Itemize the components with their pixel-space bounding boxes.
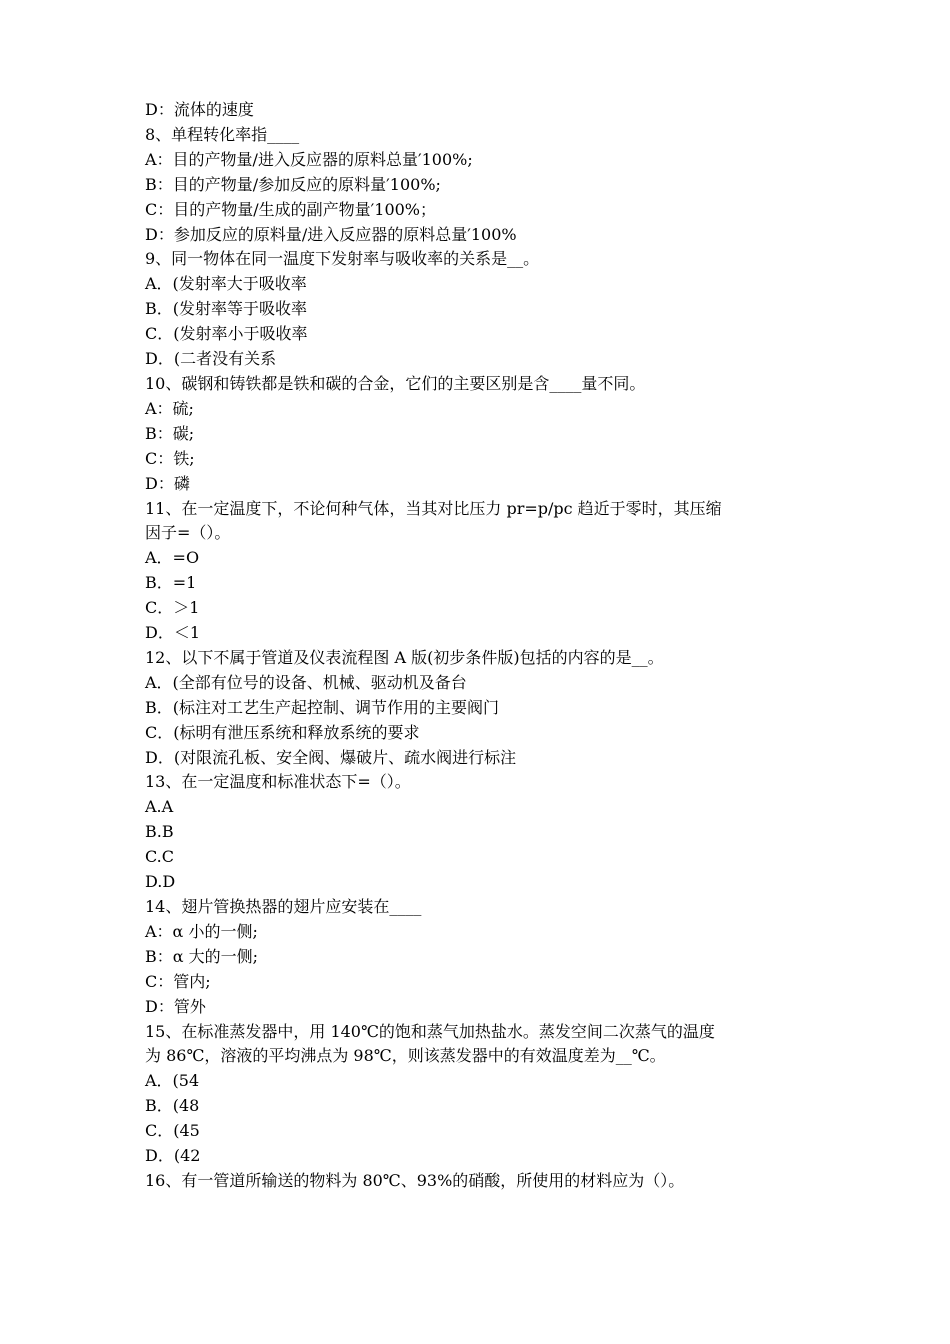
text-line: C：目的产物量/生成的副产物量′100%；: [145, 199, 437, 219]
text-line: A：目的产物量/进入反应器的原料总量′100%;: [145, 149, 473, 169]
text-line: B：α 大的一侧;: [145, 946, 259, 966]
text-line: B：碳;: [145, 423, 195, 443]
question-line: 16、有一管道所输送的物料为 80℃、93%的硝酸，所使用的材料应为（）。: [145, 1170, 685, 1190]
question-line: 13、在一定温度和标准状态下=（）。: [145, 772, 411, 792]
text-line: D：管外: [145, 996, 206, 1016]
text-line: A：α 小的一侧;: [145, 921, 258, 941]
text-line: D.D: [145, 872, 176, 892]
question-line: 9、同一物体在同一温度下发射率与吸收率的关系是__。: [145, 249, 540, 269]
text-line: A：硫;: [145, 398, 194, 418]
text-line: C．(标明有泄压系统和释放系统的要求: [145, 722, 420, 742]
text-line: C．＞1: [145, 598, 200, 618]
text-line: A．=O: [145, 548, 200, 568]
text-line: C．(发射率小于吸收率: [145, 324, 308, 344]
text-line: 因子=（）。: [145, 523, 231, 543]
text-line: B.B: [145, 822, 174, 842]
question-line: 11、在一定温度下，不论何种气体，当其对比压力 pr=p/pc 趋近于零时，其压缩: [145, 498, 722, 518]
text-line: D：流体的速度: [145, 100, 254, 119]
question-line: 8、单程转化率指____: [145, 124, 300, 144]
text-line: B．(48: [145, 1096, 200, 1116]
text-line: B．=1: [145, 573, 197, 593]
text-line: C.C: [145, 847, 174, 867]
text-line: A.A: [145, 797, 174, 817]
text-line: 为 86℃，溶液的平均沸点为 98℃，则该蒸发器中的有效温度差为__℃。: [145, 1046, 666, 1066]
text-line: C：铁;: [145, 448, 195, 468]
document-page: [145, 98, 815, 1194]
text-line: D．(42: [145, 1146, 201, 1166]
text-line: D：磷: [145, 473, 190, 493]
text-line: B：目的产物量/参加反应的原料量′100%;: [145, 174, 441, 194]
question-line: 10、碳钢和铸铁都是铁和碳的合金，它们的主要区别是含____量不同。: [145, 373, 646, 393]
text-line: D．＜1: [145, 623, 201, 643]
text-line: A．(54: [145, 1071, 200, 1091]
text-line: B．(标注对工艺生产起控制、调节作用的主要阀门: [145, 697, 500, 717]
text-line: C：管内;: [145, 971, 211, 991]
text-line: D：参加反应的原料量/进入反应器的原料总量′100%: [145, 224, 517, 244]
text-line: D．(对限流孔板、安全阀、爆破片、疏水阀进行标注: [145, 747, 517, 767]
question-line: 15、在标准蒸发器中，用 140℃的饱和蒸气加热盐水。蒸发空间二次蒸气的温度: [145, 1021, 715, 1041]
text-line: A．(发射率大于吸收率: [145, 274, 307, 294]
text-line: B．(发射率等于吸收率: [145, 299, 308, 319]
text-line: C．(45: [145, 1121, 200, 1141]
text-line: D．(二者没有关系: [145, 349, 277, 369]
text-line: A．(全部有位号的设备、机械、驱动机及备台: [145, 672, 467, 692]
question-line: 12、以下不属于管道及仪表流程图 A 版(初步条件版)包括的内容的是__。: [145, 647, 664, 667]
question-line: 14、翅片管换热器的翅片应安装在____: [145, 897, 422, 916]
